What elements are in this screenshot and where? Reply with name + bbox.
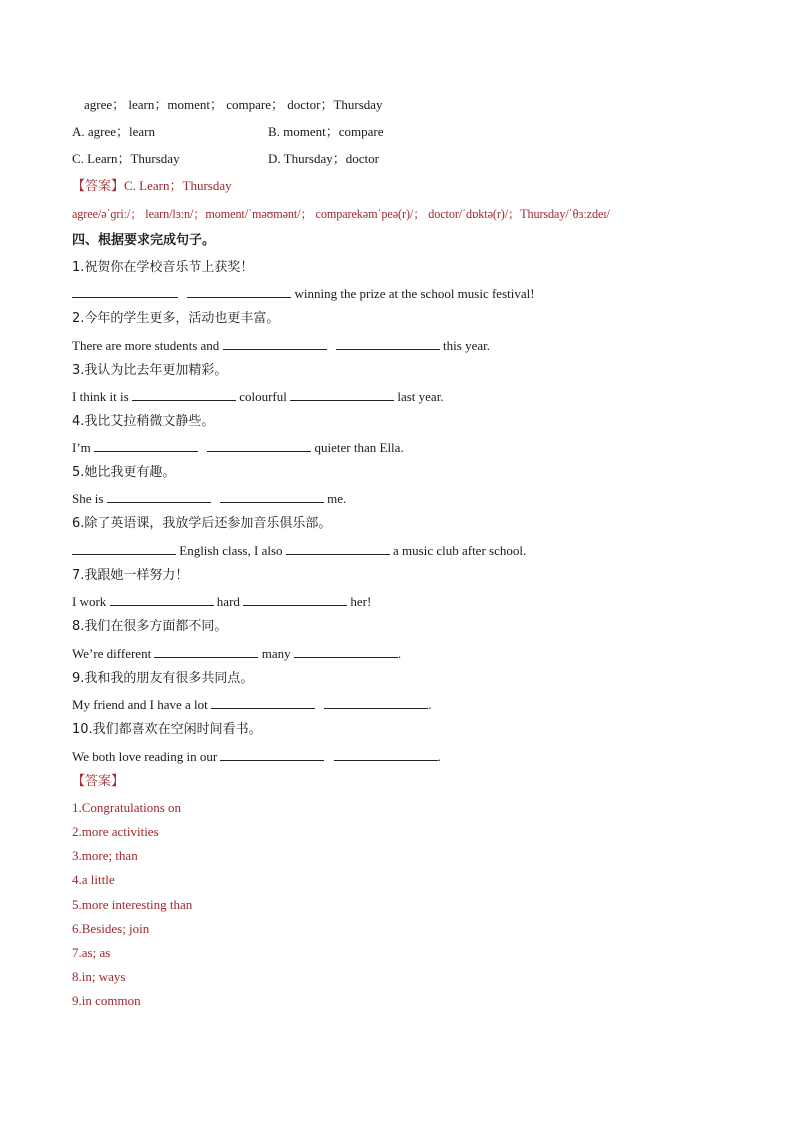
answer-item: 2.more activities: [72, 824, 159, 839]
answer-blank[interactable]: [72, 543, 176, 555]
sentence-text: winning the prize at the school music festival!: [291, 286, 535, 301]
sentence-text: English class, I also: [176, 543, 286, 558]
answer-blank[interactable]: [94, 440, 198, 452]
answer-tag: 【答案】: [72, 774, 125, 789]
answer-blank[interactable]: [72, 286, 178, 298]
sentence-text: I think it is: [72, 389, 132, 404]
option-row: [72, 151, 472, 167]
answer-item: 1.Congratulations on: [72, 800, 182, 815]
answer-blank[interactable]: [187, 286, 291, 298]
option-a: A. agree；learn: [72, 124, 156, 139]
answer-blank[interactable]: [110, 594, 214, 606]
item-english: [72, 594, 371, 610]
item-english: [72, 338, 490, 354]
sentence-text: this year.: [439, 338, 490, 353]
item-english: [72, 389, 444, 405]
answer-blank[interactable]: [207, 440, 311, 452]
answer-item: 9.in common: [72, 993, 141, 1008]
answer-text: C. Learn；Thursday: [124, 178, 232, 193]
item-english: [72, 646, 401, 662]
sentence-text: My friend and I have a lot: [72, 697, 211, 712]
answer-item: 7.as; as: [72, 945, 111, 960]
answer-blank[interactable]: [220, 491, 324, 503]
answer-tag: 【答案】: [72, 179, 125, 194]
sentence-text: [315, 697, 318, 712]
answer-line: [72, 178, 232, 195]
answer-blank[interactable]: [286, 543, 390, 555]
answer-blank[interactable]: [220, 749, 324, 761]
answer-blank[interactable]: [336, 338, 440, 350]
answer-blank[interactable]: [154, 646, 258, 658]
answer-blank[interactable]: [132, 389, 236, 401]
sentence-text: We both love reading in our: [72, 749, 221, 764]
sentence-text: last year.: [394, 389, 444, 404]
sentence-text: colourful: [235, 389, 291, 404]
item-chinese: 6.除了英语课，我放学后还参加音乐俱乐部。: [72, 516, 332, 531]
item-english: [72, 286, 535, 302]
item-chinese: 8.我们在很多方面都不同。: [72, 619, 228, 634]
item-english: [72, 543, 526, 559]
item-chinese: 9.我和我的朋友有很多共同点。: [72, 671, 254, 686]
answer-item: 3.more; than: [72, 848, 138, 863]
answer-blank[interactable]: [211, 697, 315, 709]
answer-item: 6.Besides; join: [72, 921, 150, 936]
sentence-text: hard: [213, 594, 244, 609]
sentence-text: a music club after school.: [389, 543, 527, 558]
item-chinese: 4.我比艾拉稍微文静些。: [72, 414, 215, 429]
item-english: [72, 697, 431, 713]
answer-item: 8.in; ways: [72, 969, 126, 984]
option-c: C. Learn；Thursday: [72, 151, 180, 166]
item-chinese: 3.我认为比去年更加精彩。: [72, 363, 228, 378]
sentence-text: [211, 491, 214, 506]
phonetic-line: agree/əˈɡriː/； learn/lɜːn/；moment/ˈməʊmənt/； comparekəmˈpeə(r)/； doctor/ˈdɒktə(r)/；Thursday/ˈθɜːzdeɪ/: [72, 207, 610, 221]
item-chinese: 5.她比我更有趣。: [72, 465, 176, 480]
sentence-text: her!: [347, 594, 372, 609]
answer-blank[interactable]: [223, 338, 327, 350]
sentence-text: I work: [72, 594, 110, 609]
sentence-text: .: [397, 646, 402, 661]
sentence-text: I’m: [72, 440, 95, 455]
option-d: D. Thursday；doctor: [268, 151, 379, 166]
sentence-text: .: [437, 749, 441, 764]
sentence-text: [327, 338, 330, 353]
answer-blank[interactable]: [290, 389, 394, 401]
question-word-list: agree； learn；moment； compare； doctor；Thursday: [84, 97, 383, 112]
answer-blank[interactable]: [243, 594, 347, 606]
sentence-text: [178, 286, 181, 301]
answer-blank[interactable]: [324, 697, 428, 709]
sentence-text: me.: [323, 491, 347, 506]
item-english: [72, 491, 346, 507]
answer-blank[interactable]: [334, 749, 438, 761]
item-chinese: 10.我们都喜欢在空闲时间看书。: [72, 722, 262, 737]
item-english: [72, 440, 404, 456]
sentence-text: many: [258, 646, 294, 661]
answer-item: 4.a little: [72, 872, 115, 887]
answer-item: 5.more interesting than: [72, 897, 193, 912]
sentence-text: .: [428, 697, 432, 712]
item-english: [72, 749, 441, 765]
item-chinese: 7.我跟她一样努力！: [72, 568, 189, 583]
option-b: B. moment；compare: [268, 124, 384, 139]
item-chinese: 2.今年的学生更多，活动也更丰富。: [72, 311, 280, 326]
sentence-text: We’re different: [72, 646, 155, 661]
sentence-text: [198, 440, 201, 455]
option-row: [72, 124, 472, 140]
sentence-text: She is: [72, 491, 107, 506]
item-chinese: 1.祝贺你在学校音乐节上获奖！: [72, 260, 254, 275]
sentence-text: quieter than Ella.: [311, 440, 404, 455]
sentence-text: There are more students and: [72, 338, 223, 353]
sentence-text: [324, 749, 327, 764]
answer-blank[interactable]: [107, 491, 211, 503]
answer-blank[interactable]: [294, 646, 398, 658]
section-title: 四、根据要求完成句子。: [72, 233, 216, 248]
